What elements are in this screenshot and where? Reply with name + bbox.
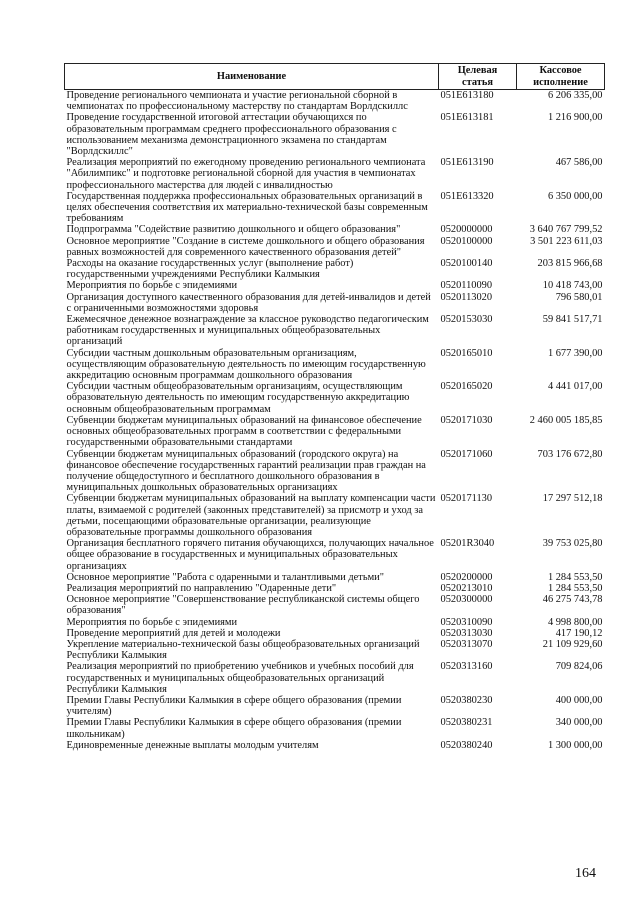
table-row [65, 258, 605, 280]
row-code: 0520313160 [440, 661, 493, 673]
row-code: 0520000000 [440, 224, 493, 236]
row-amount: 10 418 743,00 [542, 280, 603, 292]
row-amount: 59 841 517,71 [542, 314, 603, 326]
row-amount: 21 109 929,60 [542, 638, 603, 650]
row-code: 0520313070 [440, 638, 493, 650]
header-name: Наименование [65, 64, 439, 90]
row-name: Расходы на оказание государственных услуг (выполнение работ) государственными учреждениями Республики Калмыкия [66, 258, 354, 281]
row-code: 0520100140 [440, 258, 493, 270]
row-name: Субвенции бюджетам муниципальных образований (городского округа) на финансовое обеспечение государственных гарантий реализации прав граждан на получение общедоступного и бесплатного дошкольного образования в муниципальных дошкольных образовательных организациях [66, 448, 426, 494]
row-code: 0520313030 [440, 627, 493, 639]
row-amount: 400 000,00 [555, 694, 603, 706]
row-code: 0520310090 [440, 616, 493, 628]
row-name: Государственная поддержка профессиональных образовательных организаций в целях обеспечения соответствия их материально-технической базы современным требованиям [66, 190, 428, 225]
row-name: Реализация мероприятий по направлению "Одаренные дети" [66, 582, 337, 594]
row-amount: 1 284 553,50 [547, 582, 603, 594]
row-amount: 2 460 005 185,85 [529, 414, 603, 426]
row-code: 0520113020 [440, 291, 493, 303]
row-code: 051E613181 [440, 112, 494, 124]
row-code: 0520300000 [440, 594, 493, 606]
row-amount: 39 753 025,80 [542, 538, 603, 550]
row-amount: 4 998 800,00 [547, 616, 603, 628]
row-name: Реализация мероприятий по приобретению учебников и учебных пособий для государственных и муниципальных общеобразовательных организаций Республики Калмыкия [66, 661, 414, 695]
row-amount: 340 000,00 [555, 717, 603, 729]
table-row [65, 628, 605, 639]
row-code: 0520171060 [440, 448, 493, 460]
row-name: Мероприятия по борьбе с эпидемиями [66, 280, 238, 292]
table-row [65, 594, 605, 616]
row-amount: 6 350 000,00 [547, 190, 603, 202]
row-name: Проведение мероприятий для детей и молодежи [66, 627, 281, 639]
row-amount: 17 297 512,18 [542, 493, 603, 505]
row-amount: 1 677 390,00 [547, 347, 603, 359]
table-row [65, 661, 605, 695]
page-number: 164 [575, 866, 596, 881]
row-name: Субвенции бюджетам муниципальных образований на выплату компенсации части платы, взимаемой с родителей (законных представителей) за присмотр и уход за детьми, посещающими образовательные организации, реализующие образовательные программы дошкольного образования [66, 493, 436, 538]
table-row [65, 191, 605, 225]
table-row [65, 740, 605, 751]
header-amount: Кассовое исполнение [517, 64, 605, 90]
table-row [65, 695, 605, 717]
table-row [65, 280, 605, 291]
table-row [65, 493, 605, 538]
table-row [65, 224, 605, 235]
row-name: Субсидии частным общеобразовательным организациям, осуществляющим образовательную деятельность по имеющим государственную аккредитацию основным общеобразовательным программам [66, 381, 410, 415]
row-name: Основное мероприятие "Создание в системе дошкольного и общего образования равных возможностей для современного качественного образования детей" [66, 235, 425, 258]
table-row [65, 538, 605, 572]
table-row [65, 449, 605, 494]
row-code: 05201R3040 [440, 538, 495, 550]
row-code: 051E613190 [440, 157, 494, 169]
row-name: Проведение государственной итоговой аттестации обучающихся по образовательным программам среднего профессионального образования с использованием механизма демонстрационного экзамена по стандартам "Ворлдскиллс" [66, 112, 397, 158]
table-row [65, 292, 605, 314]
row-name: Мероприятия по борьбе с эпидемиями [66, 616, 238, 628]
row-name: Единовременные денежные выплаты молодым учителям [66, 739, 319, 751]
table-row [65, 572, 605, 583]
row-code: 0520380240 [440, 739, 493, 751]
row-name: Основное мероприятие "Совершенствование республиканской системы общего образования" [66, 594, 420, 617]
table-row [65, 717, 605, 739]
table-row [65, 90, 605, 113]
table-header [65, 64, 605, 90]
row-amount: 203 815 966,68 [537, 258, 603, 270]
row-code: 0520200000 [440, 571, 493, 583]
row-amount: 1 216 900,00 [547, 112, 603, 124]
row-name: Организация доступного качественного образования для детей-инвалидов и детей с ограниченными возможностями здоровья [66, 291, 431, 314]
row-code: 0520165020 [440, 381, 493, 393]
row-amount: 6 206 335,00 [547, 90, 603, 101]
table-row [65, 583, 605, 594]
row-name: Проведение регионального чемпионата и участие региональной сборной в чемпионатах по профессиональному мастерству по стандартам Ворлдскиллс [66, 90, 408, 113]
row-amount: 1 284 553,50 [547, 571, 603, 583]
table-row [65, 236, 605, 258]
row-code: 051E613180 [440, 90, 494, 101]
row-code: 0520100000 [440, 235, 493, 247]
row-name: Премии Главы Республики Калмыкия в сфере общего образования (премии учителям) [66, 694, 402, 718]
header-code: Целевая статья [439, 64, 517, 90]
row-name: Реализация мероприятий по ежегодному проведению регионального чемпионата "Абилимпикс" и подготовке региональной сборной для участия в чемпионатах профессионального мастерства для людей с инвалидностью [66, 157, 426, 191]
table-row [65, 381, 605, 415]
table-row [65, 314, 605, 348]
row-code: 051E613320 [440, 190, 494, 202]
row-amount: 796 580,01 [555, 291, 603, 303]
row-code: 0520165010 [440, 347, 493, 359]
table-row [65, 112, 605, 157]
row-amount: 3 640 767 799,52 [529, 224, 603, 236]
row-amount: 709 824,06 [555, 661, 603, 673]
row-name: Субвенции бюджетам муниципальных образований на финансовое обеспечение основных общеобразовательных программ в соответствии с федеральными государственными образовательными стандартами [66, 414, 422, 449]
row-code: 0520213010 [440, 582, 493, 594]
budget-execution-table [64, 63, 605, 751]
row-name: Ежемесячное денежное вознаграждение за классное руководство педагогическим работникам государственных и муниципальных общеобразовательных организаций [66, 314, 429, 348]
table-row [65, 157, 605, 191]
row-code: 0520171030 [440, 414, 493, 426]
row-code: 0520110090 [440, 280, 493, 292]
row-amount: 4 441 017,00 [547, 381, 603, 393]
row-code: 0520380231 [440, 717, 493, 729]
row-amount: 417 190,12 [555, 627, 603, 639]
row-code: 0520153030 [440, 314, 493, 326]
row-name: Подпрограмма "Содействие развитию дошкольного и общего образования" [66, 224, 401, 236]
row-amount: 3 501 223 611,03 [530, 235, 603, 247]
table-row [65, 415, 605, 449]
row-code: 0520380230 [440, 694, 493, 706]
row-name: Укрепление материально-технической базы общеобразовательных организаций Республики Калмыкия [66, 638, 420, 662]
row-code: 0520171130 [440, 493, 493, 505]
table-row [65, 617, 605, 628]
table-row [65, 639, 605, 661]
row-name: Премии Главы Республики Калмыкия в сфере общего образования (премии школьникам) [66, 717, 402, 740]
row-amount: 703 176 672,80 [537, 448, 603, 460]
row-name: Субсидии частным дошкольным образовательным организациям, осуществляющим образовательную деятельность по имеющим государственную аккредитацию основным программам дошкольного образования [66, 347, 426, 382]
header-row [65, 64, 605, 90]
row-amount: 467 586,00 [555, 157, 603, 169]
row-amount: 46 275 743,78 [542, 594, 603, 606]
table-row [65, 348, 605, 382]
row-amount: 1 300 000,00 [547, 739, 603, 751]
row-name: Организация бесплатного горячего питания обучающихся, получающих начальное общее образование в государственных и муниципальных образовательных организациях [66, 538, 434, 572]
table-body [65, 90, 605, 751]
row-name: Основное мероприятие "Работа с одаренными и талантливыми детьми" [66, 571, 384, 583]
